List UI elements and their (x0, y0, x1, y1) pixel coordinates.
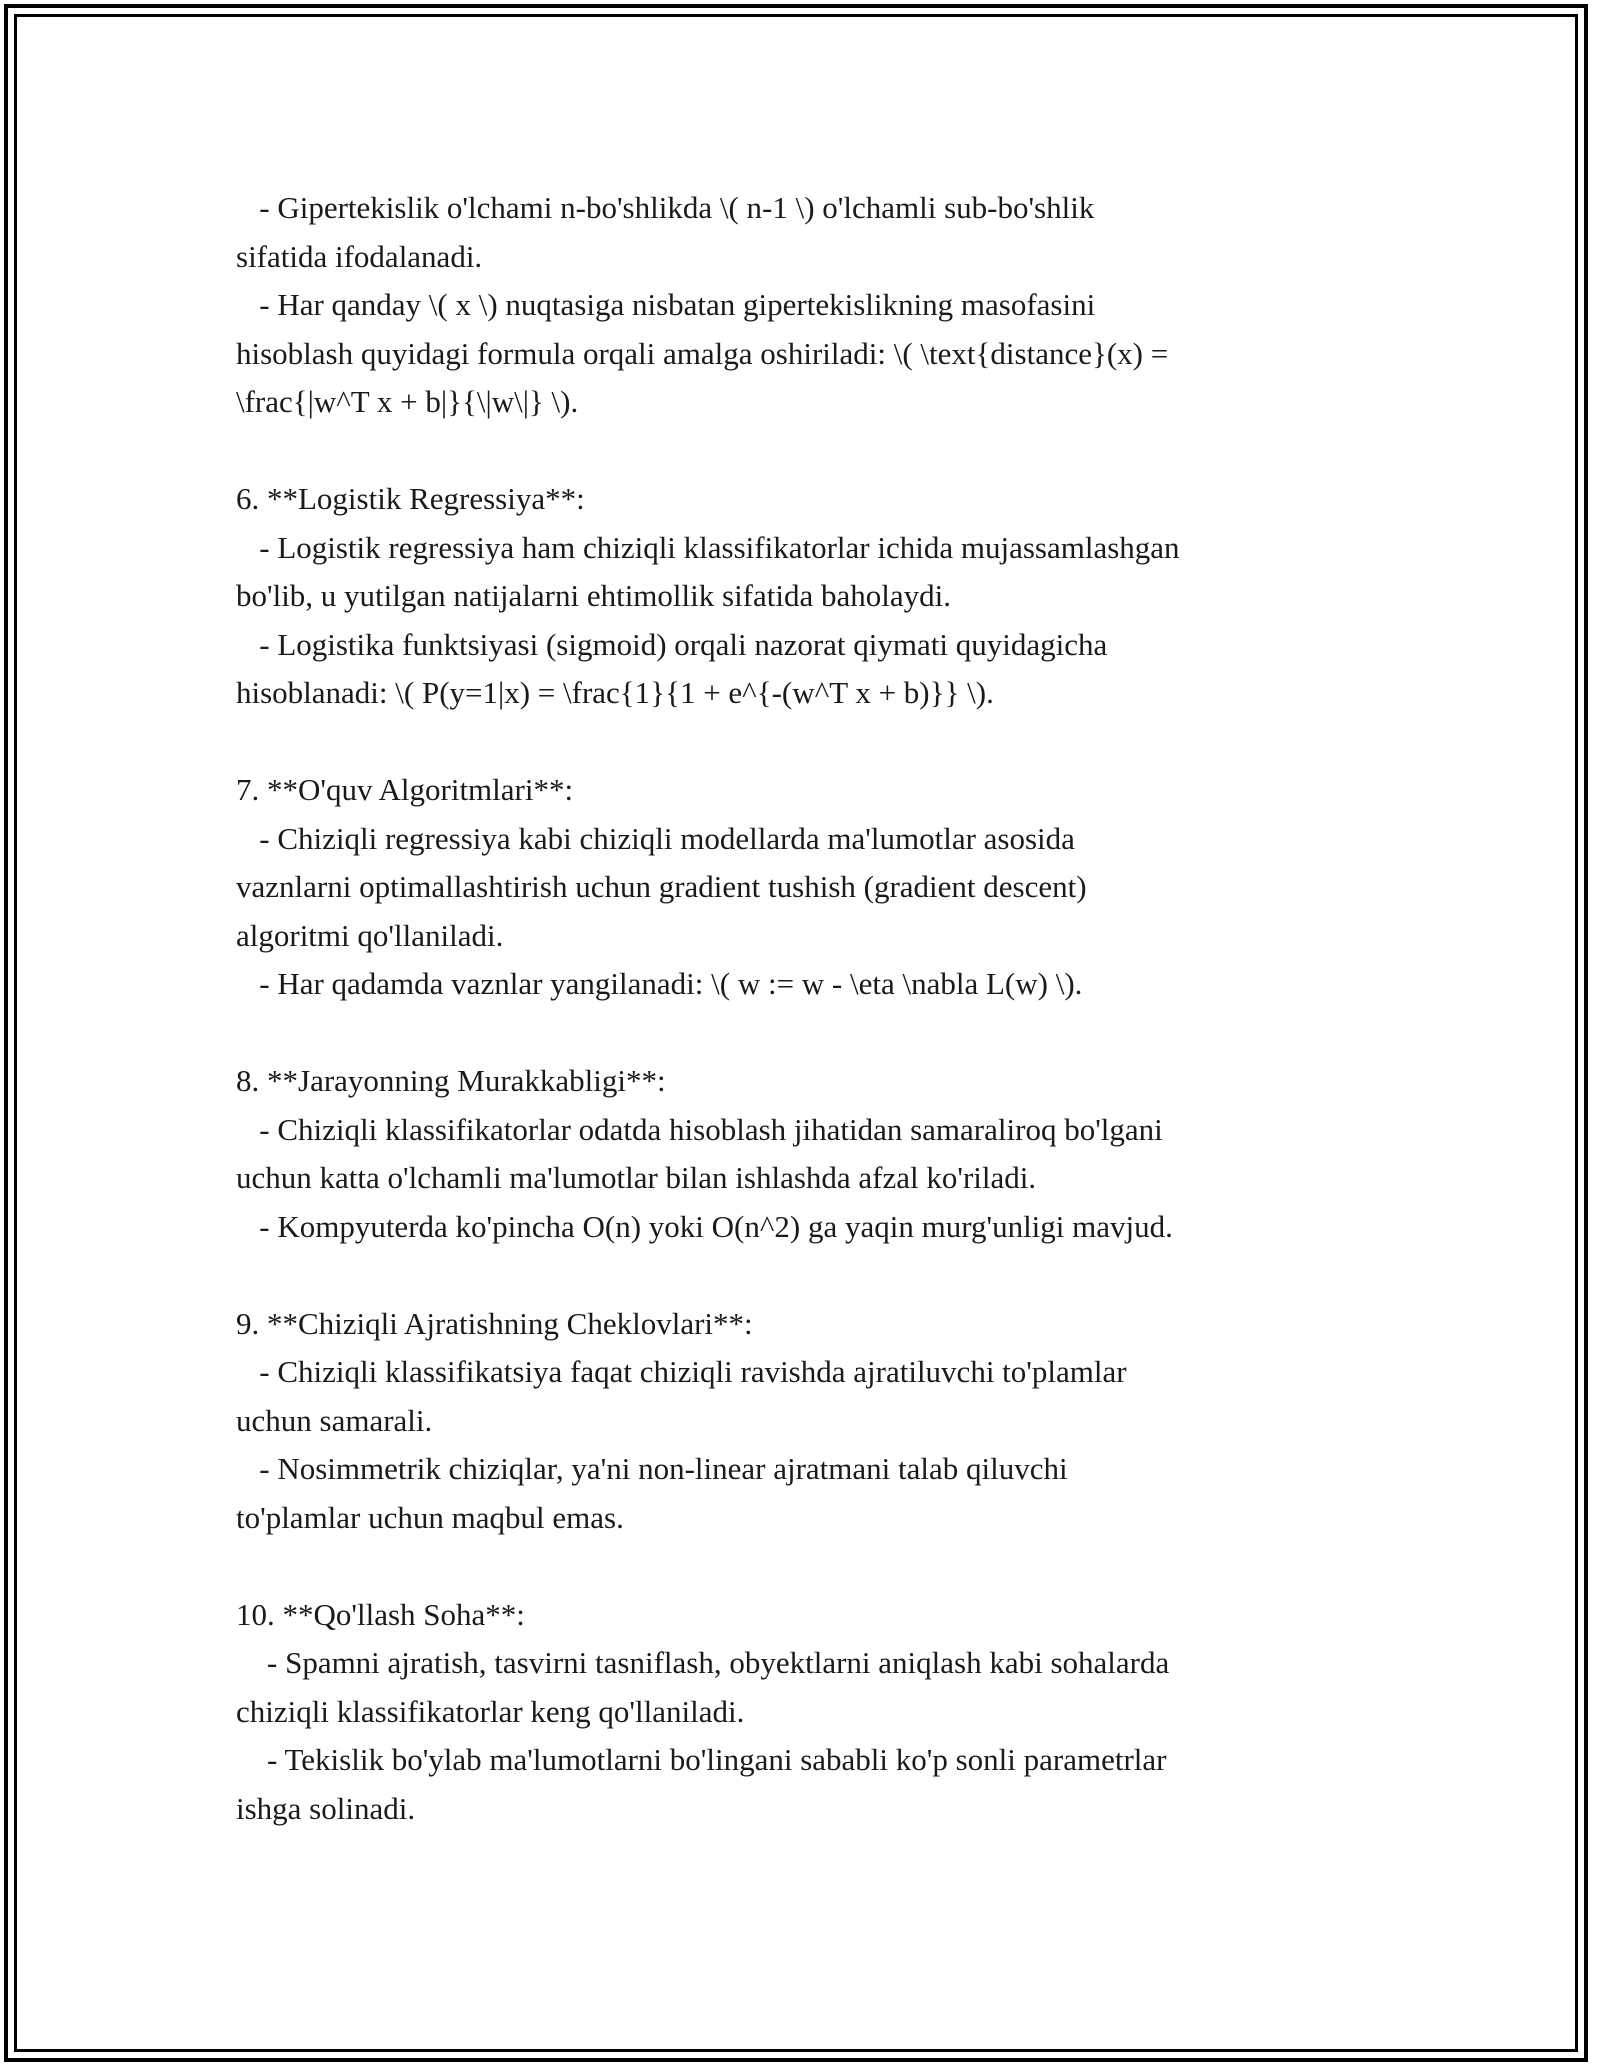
text-line: - Logistika funktsiyasi (sigmoid) orqali nazorat qiymati quyidagicha (236, 626, 1108, 662)
text-line: vaznlarni optimallashtirish uchun gradient tushish (gradient descent) (236, 869, 1087, 904)
section-heading: 6. **Logistik Regressiya**: (236, 481, 585, 516)
text-line: to'plamlar uchun maqbul emas. (236, 1499, 624, 1535)
text-line: - Chiziqli klassifikatorlar odatda hisoblash jihatidan samaraliroq bo'lgani (236, 1111, 1163, 1147)
text-line: sifatida ifodalanadi. (236, 238, 483, 274)
text-line: hisoblash quyidagi formula orqali amalga oshiriladi: \( \text{distance}(x) = (236, 335, 1169, 371)
blank-line (236, 427, 1366, 476)
text-line: - Har qadamda vaznlar yangilanadi: \( w := w - \eta \nabla L(w) \). (236, 966, 1083, 1001)
text-line: - Spamni ajratish, tasvirni tasniflash, obyektlarni aniqlash kabi sohalarda (236, 1645, 1170, 1680)
text-line: algoritmi qo'llaniladi. (236, 917, 504, 953)
text-line: uchun samarali. (236, 1402, 433, 1438)
text-line: - Nosimmetrik chiziqlar, ya'ni non-linear ajratmani talab qiluvchi (236, 1451, 1068, 1486)
text-line: - Tekislik bo'ylab ma'lumotlarni bo'lingani sababli ko'p sonli parametrlar (236, 1742, 1167, 1777)
text-line: bo'lib, u yutilgan natijalarni ehtimollik sifatida baholaydi. (236, 578, 951, 613)
section-heading: 7. **O'quv Algoritmlari**: (236, 772, 574, 807)
text-line: ishga solinadi. (236, 1790, 416, 1826)
text-line: - Chiziqli klassifikatsiya faqat chiziqli ravishda ajratiluvchi to'plamlar (236, 1354, 1127, 1389)
blank-line (236, 1251, 1366, 1300)
text-line: - Kompyuterda ko'pincha O(n) yoki O(n^2) ga yaqin murg'unligi mavjud. (236, 1208, 1173, 1244)
text-line: uchun katta o'lchamli ma'lumotlar bilan ishlashda afzal ko'riladi. (236, 1160, 1037, 1195)
blank-line (236, 1542, 1366, 1591)
section-heading: 8. **Jarayonning Murakkabligi**: (236, 1063, 666, 1098)
section-heading: 9. **Chiziqli Ajratishning Cheklovlari**: (236, 1305, 753, 1341)
text-line: chiziqli klassifikatorlar keng qo'llaniladi. (236, 1693, 745, 1729)
text-line: - Har qanday \( x \) nuqtasiga nisbatan gipertekislikning masofasini (236, 287, 1096, 322)
text-line: hisoblanadi: \( P(y=1|x) = \frac{1}{1 + e^{-(w^T x + b)}} \). (236, 675, 994, 710)
text-line: - Gipertekislik o'lchami n-bo'shlikda \( n-1 \) o'lchamli sub-bo'shlik (236, 190, 1095, 225)
text-line: - Logistik regressiya ham chiziqli klassifikatorlar ichida mujassamlashgan (236, 529, 1180, 565)
text-line: \frac{|w^T x + b|}{\|w\|} \). (236, 384, 579, 419)
blank-line (236, 718, 1366, 767)
section-heading: 10. **Qo'llash Soha**: (236, 1596, 525, 1632)
document-body (236, 184, 1366, 1833)
text-line: - Chiziqli regressiya kabi chiziqli modellarda ma'lumotlar asosida (236, 820, 1075, 856)
blank-line (236, 1009, 1366, 1058)
